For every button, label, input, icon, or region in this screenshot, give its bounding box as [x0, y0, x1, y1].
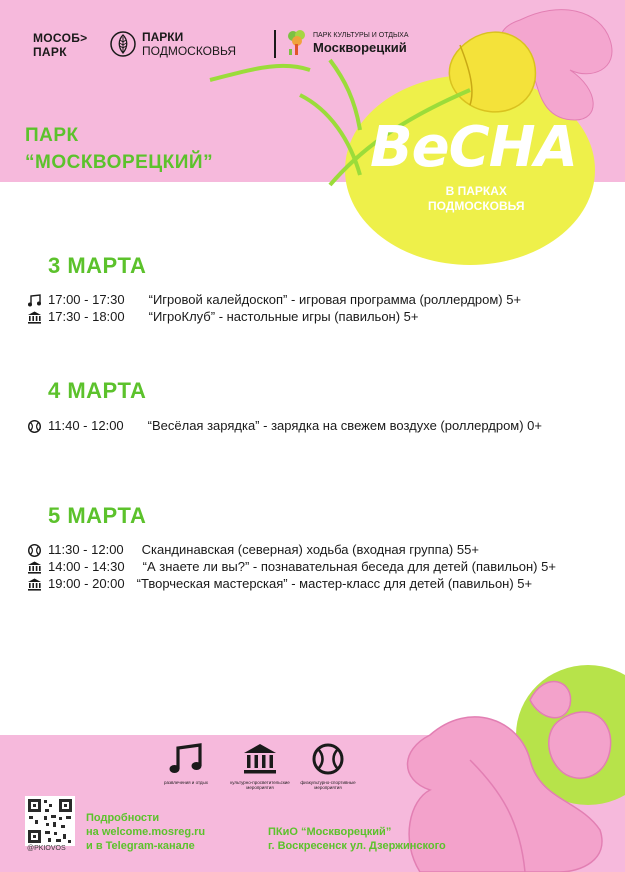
event-time: 11:30 - 12:00 — [48, 542, 124, 557]
pko-name: Москворецкий — [313, 40, 407, 55]
legend-caption: культурно-просветительские мероприятия — [230, 780, 290, 790]
event-time: 19:00 - 20:00 — [48, 576, 125, 591]
legend-item-entertainment — [156, 742, 216, 785]
legend-item-culture — [230, 742, 290, 790]
event-text: “Игровой калейдоскоп” - игровая программа (роллердром) 5+ — [148, 292, 522, 307]
event-row — [27, 418, 542, 434]
park-title-line2: “МОСКВОРЕЦКИЙ” — [25, 152, 214, 173]
address-line1: ПКиО “Москворецкий” — [268, 826, 392, 838]
museum-icon — [242, 742, 278, 776]
address-line2: г. Воскресенск ул. Дзержинского — [268, 840, 446, 852]
event-time: 11:40 - 12:00 — [48, 418, 124, 433]
tree-icon — [286, 29, 308, 57]
vesna-sub-line1: В ПАРКАХ — [445, 184, 507, 198]
contact-line1: Подробности — [86, 812, 160, 824]
music-note-icon — [27, 294, 42, 307]
parki-line2: ПОДМОСКОВЬЯ — [142, 44, 237, 58]
contact-line2[interactable]: на welcome.mosreg.ru — [86, 826, 206, 838]
tennis-ball-icon — [27, 544, 42, 557]
event-time: 17:30 - 18:00 — [48, 309, 125, 324]
museum-icon — [27, 561, 42, 574]
pko-small-caption: ПАРК КУЛЬТУРЫ И ОТДЫХА — [313, 32, 409, 39]
qr-handle: @PKIOVOS — [27, 845, 66, 852]
event-row — [27, 292, 521, 308]
park-title-line1: ПАРК — [25, 125, 79, 146]
music-note-icon — [168, 742, 204, 776]
event-time: 17:00 - 17:30 — [48, 292, 125, 307]
parki-line1: ПАРКИ — [142, 30, 184, 44]
pko-moskvoretsky-logo — [286, 29, 409, 57]
event-row — [27, 559, 556, 575]
address-info — [268, 825, 446, 853]
day-title: 3 МАРТА — [48, 253, 147, 278]
vesna-subtitle — [428, 184, 524, 214]
contact-info — [86, 811, 205, 853]
parki-podmoskovya-logo — [110, 30, 236, 58]
museum-icon — [27, 311, 42, 324]
tennis-ball-icon — [27, 420, 42, 433]
event-time: 14:00 - 14:30 — [48, 559, 125, 574]
legend-item-sport — [298, 742, 358, 790]
mosobl-park-logo — [33, 31, 87, 59]
qr-code[interactable] — [25, 796, 75, 846]
event-text: “А знаете ли вы?” - познавательная беседа для детей (павильон) 5+ — [142, 559, 556, 574]
vesna-sub-line2: ПОДМОСКОВЬЯ — [428, 199, 525, 213]
legend-caption: физкультурно-спортивные мероприятия — [300, 780, 356, 790]
contact-line3: и в Telegram-канале — [86, 840, 195, 852]
leaf-icon — [110, 31, 136, 57]
vesna-lettering: ВеСНА — [370, 115, 577, 180]
event-row — [27, 576, 532, 592]
event-text: “ИгроКлуб” - настольные игры (павильон) 5+ — [148, 309, 419, 324]
mosobl-line2: ПАРК — [33, 45, 67, 59]
day-title: 4 МАРТА — [48, 378, 147, 403]
park-title — [25, 122, 213, 176]
event-text: “Творческая мастерская” - мастер-класс для детей (павильон) 5+ — [136, 576, 533, 591]
event-row — [27, 542, 479, 558]
tennis-ball-icon — [310, 742, 346, 776]
event-text: Скандинавская (северная) ходьба (входная группа) 55+ — [141, 542, 479, 557]
day-title: 5 МАРТА — [48, 503, 147, 528]
legend-caption: развлечения и отдых — [163, 780, 208, 785]
museum-icon — [27, 578, 42, 591]
mosobl-line1: МОСОБ> — [33, 31, 88, 45]
event-row — [27, 309, 419, 325]
event-text: “Весёлая зарядка” - зарядка на свежем воздухе (роллердром) 0+ — [147, 418, 543, 433]
logo-divider — [274, 30, 276, 58]
